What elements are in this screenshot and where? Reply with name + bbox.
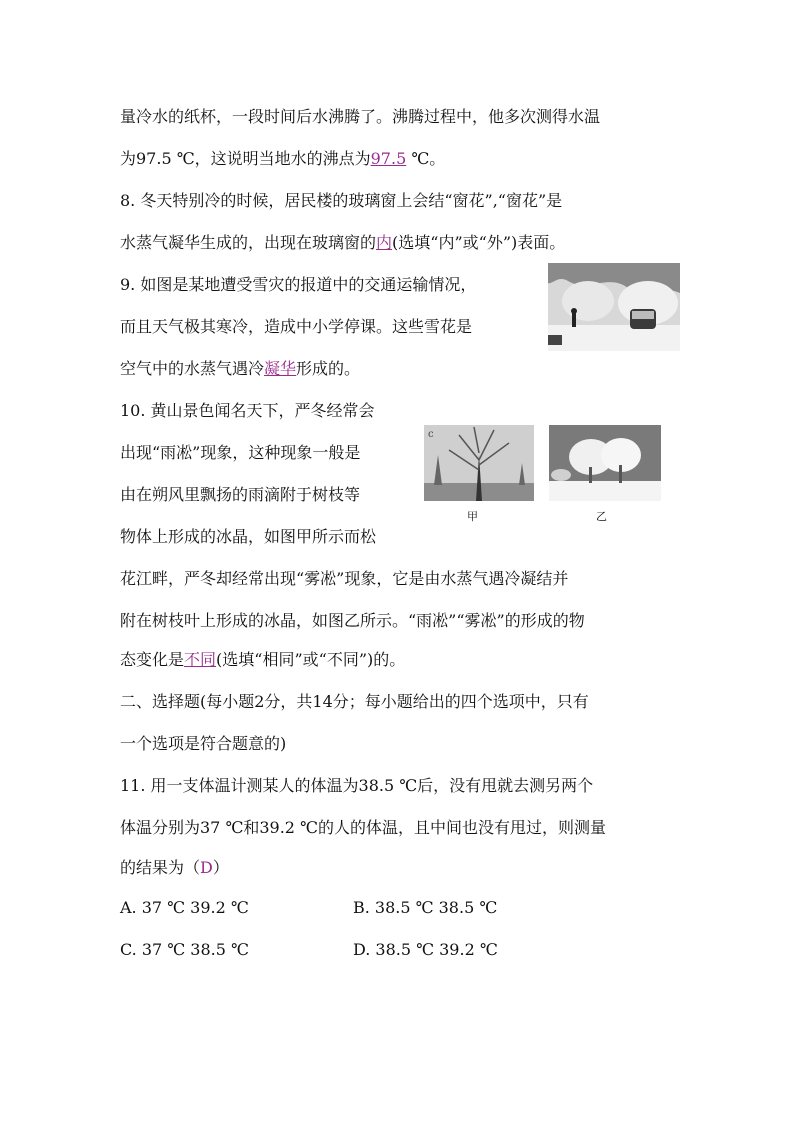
- q7-text: 为97.5 ℃，这说明当地水的沸点为: [120, 149, 371, 168]
- q11-text-end: ）: [212, 858, 229, 877]
- q10-answer: 不同: [184, 650, 217, 669]
- q9-line-3: [120, 359, 360, 379]
- q11-line-1: 11. 用一支体温计测某人的体温为38.5 ℃后，没有甩就去测另两个: [120, 776, 594, 795]
- q10-line-2: 出现“雨凇”现象，这种现象一般是: [120, 443, 361, 462]
- q10-line-1: 10. 黄山景色闻名天下，严冬经常会: [120, 401, 375, 420]
- q10-text: 态变化是: [120, 650, 185, 669]
- q11-option-a: A. 37 ℃ 39.2 ℃: [120, 898, 249, 917]
- q9-text-end: 形成的。: [296, 359, 361, 378]
- q9-line-2: 而且天气极其寒冷，造成中小学停课。这些雪花是: [120, 317, 473, 336]
- q8-text-end: (选填“内”或“外”)表面。: [392, 233, 566, 252]
- q7-text-end: ℃。: [406, 149, 446, 168]
- q10-line-5: 花江畔，严冬却经常出现“雾凇”现象，它是由水蒸气遇冷凝结并: [120, 569, 569, 588]
- q8-line-2: [120, 233, 565, 253]
- q11-answer: D: [200, 858, 213, 877]
- q7-line-2: [120, 149, 445, 169]
- q8-answer: 内: [376, 233, 393, 252]
- q8-line-1: 8. 冬天特别冷的时候，居民楼的玻璃窗上会结“窗花”,“窗花”是: [120, 191, 563, 210]
- section-2-heading-cont: 一个选项是符合题意的): [120, 734, 287, 753]
- q7-line-1: 量冷水的纸杯，一段时间后水沸腾了。沸腾过程中，他多次测得水温: [120, 107, 601, 126]
- q8-text: 水蒸气凝华生成的，出现在玻璃窗的: [120, 233, 377, 252]
- snow-traffic-photo: [548, 263, 680, 351]
- q9-answer: 凝华: [264, 359, 297, 378]
- q10-line-7: [120, 650, 405, 670]
- q9-text: 空气中的水蒸气遇冷: [120, 359, 265, 378]
- q7-answer: 97.5: [370, 149, 407, 168]
- svg-text:ⅽ: ⅽ: [428, 429, 434, 440]
- q11-text: 的结果为（: [120, 858, 201, 877]
- q9-line-1: 9. 如图是某地遭受雪灾的报道中的交通运输情况，: [120, 275, 477, 294]
- caption-a: 甲: [467, 510, 478, 523]
- q10-text-end: (选填“相同”或“不同”)的。: [216, 650, 406, 669]
- q11-option-b: B. 38.5 ℃ 38.5 ℃: [353, 898, 498, 917]
- rime-photo-a: [424, 425, 534, 501]
- q11-option-d: D. 38.5 ℃ 39.2 ℃: [353, 940, 498, 959]
- caption-b: 乙: [596, 510, 607, 523]
- q11-line-2: 体温分别为37 ℃和39.2 ℃的人的体温，且中间也没有甩过，则测量: [120, 818, 606, 837]
- q11-option-c: C. 37 ℃ 38.5 ℃: [120, 940, 249, 959]
- q10-line-3: 由在朔风里飘扬的雨滴附于树枝等: [120, 485, 361, 504]
- q10-line-4: 物体上形成的冰晶，如图甲所示而松: [120, 527, 377, 546]
- rime-photo-b: [549, 425, 661, 501]
- q11-line-3: [120, 858, 229, 878]
- q10-line-6: 附在树枝叶上形成的冰晶，如图乙所示。“雨凇”“雾凇”的形成的物: [120, 611, 585, 630]
- section-2-heading: 二、选择题(每小题2分，共14分；每小题给出的四个选项中，只有: [120, 692, 589, 711]
